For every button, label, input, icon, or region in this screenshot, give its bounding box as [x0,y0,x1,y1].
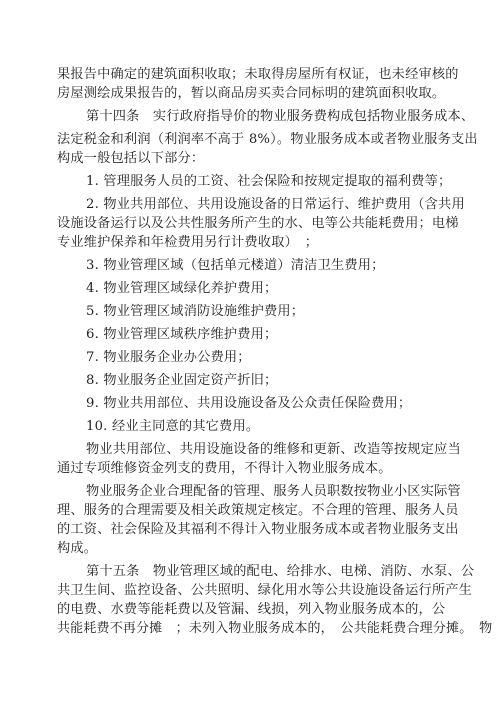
list-item-1: 1. 管理服务人员的工资、社会保险和按规定提取的福利费等； [86,174,452,189]
list-item-5: 5. 物业管理区域消防设施维护费用； [86,304,305,319]
article-15-heading-line: 第十五条 物业管理区域的配电、给排水、电梯、消防、水泵、公 [86,564,475,579]
text-line: 共卫生间、监控设备、公共照明、绿化用水等公共设施设备运行所产生 [57,583,473,598]
text-line: 果报告中确定的建筑面积收取；未取得房屋所有权证，也未经审核的 [57,67,459,82]
text-line: 的工资、社会保险及其福利不得计入物业服务成本或者物业服务支出 [57,522,459,537]
text-line: 构成。 [57,541,98,556]
list-item-8: 8. 物业服务企业固定资产折旧； [86,373,278,388]
text-line: 共能耗费不再分摊 ；未列入物业服务成本的， 公共能耗费合理分摊。 物 [57,621,493,636]
text-line: 的电费、水费等能耗费以及管漏、线损，列入物业服务成本的，公 [57,602,446,617]
list-item-10: 10. 经业主同意的其它费用。 [86,419,260,434]
text-line: 法定税金和利润（利润率不高于 8%）。物业服务成本或者物业服务支出 [57,132,478,147]
text-line: 通过专项维修资金列支的费用，不得计入物业服务成本。 [57,461,392,476]
list-item-9: 9. 物业共用部位、共用设施设备及公众责任保险费用； [86,396,412,411]
text-line: 构成一般包括以下部分： [57,151,205,166]
list-item-4: 4. 物业管理区域绿化养护费用； [86,281,278,296]
text-line: 设施设备运行以及公共性服务所产生的水、电等公共能耗费用；电梯 [57,216,459,231]
list-item-7: 7. 物业服务企业办公费用； [86,350,251,365]
text-line: 专业维护保养和年检费用另行计费收取） ； [57,235,319,250]
text-line: 理、服务的合理需要及相关政策规定核定。不合理的管理、服务人员 [57,503,459,518]
article-14-heading-line: 第十四条 实行政府指导价的物业服务费构成包括物业服务成本、 [86,109,475,124]
list-item-2: 2. 物业共用部位、共用设施设备的日常运行、维护费用（含共用 [86,197,465,212]
text-line: 物业服务企业合理配备的管理、服务人员职数按物业小区实际管 [86,484,461,499]
text-line: 物业共用部位、共用设施设备的维修和更新、改造等按规定应当 [86,442,461,457]
list-item-6: 6. 物业管理区域秩序维护费用； [86,327,278,342]
list-item-3: 3. 物业管理区域（包括单元楼道）清洁卫生费用； [86,258,385,273]
text-line: 房屋测绘成果报告的，暂以商品房买卖合同标明的建筑面积收取。 [57,86,446,101]
